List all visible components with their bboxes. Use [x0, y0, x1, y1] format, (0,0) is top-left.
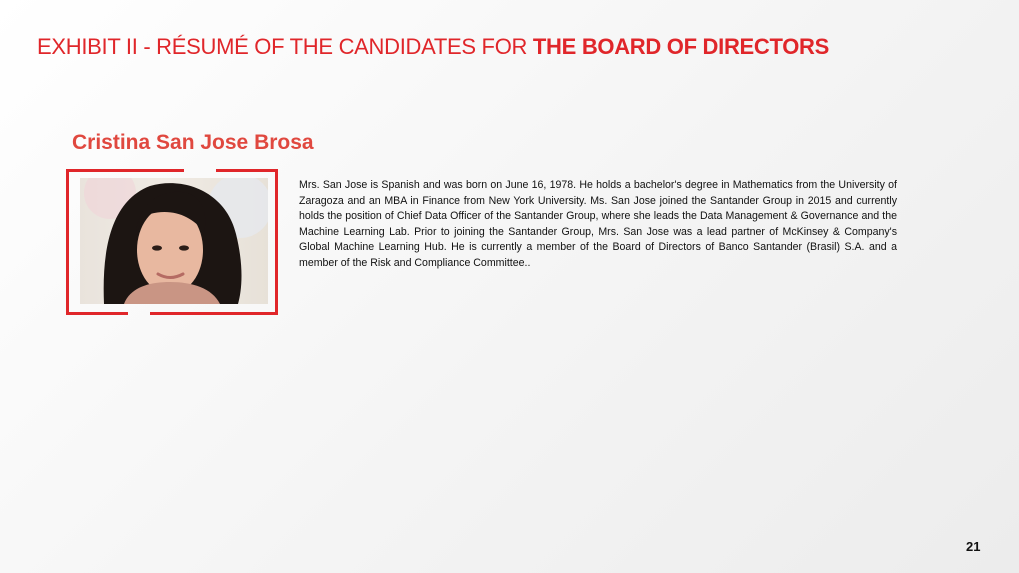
candidate-name: Cristina San Jose Brosa [72, 131, 314, 154]
candidate-bio: Mrs. San Jose is Spanish and was born on June 16, 1978. He holds a bachelor's degree in Mathematics from the University of Zaragoza and an MBA in Finance from New York University. Ms. San Jose joined the Santander Group in 2015 and currently holds the position of Chief Data Officer of the Santander Group, where she leads the Data Management & Governance and the Machine Learning Lab. Prior to joining the Santander Group, Mrs. San Jose was a lead partner of McKinsey & Company's Global Machine Learning Hub. He is currently a member of the Board of Directors of Banco Santander (Brasil) S.A. and a member of the Risk and Compliance Committee.. [299, 179, 897, 269]
slide-title-prefix: EXHIBIT II - RÉSUMÉ OF THE CANDIDATES FOR [37, 34, 533, 59]
page-number: 21 [966, 539, 981, 554]
slide-title-emphasis: THE BOARD OF DIRECTORS [532, 34, 830, 59]
slide-title [37, 34, 829, 60]
candidate-photo [80, 178, 268, 304]
